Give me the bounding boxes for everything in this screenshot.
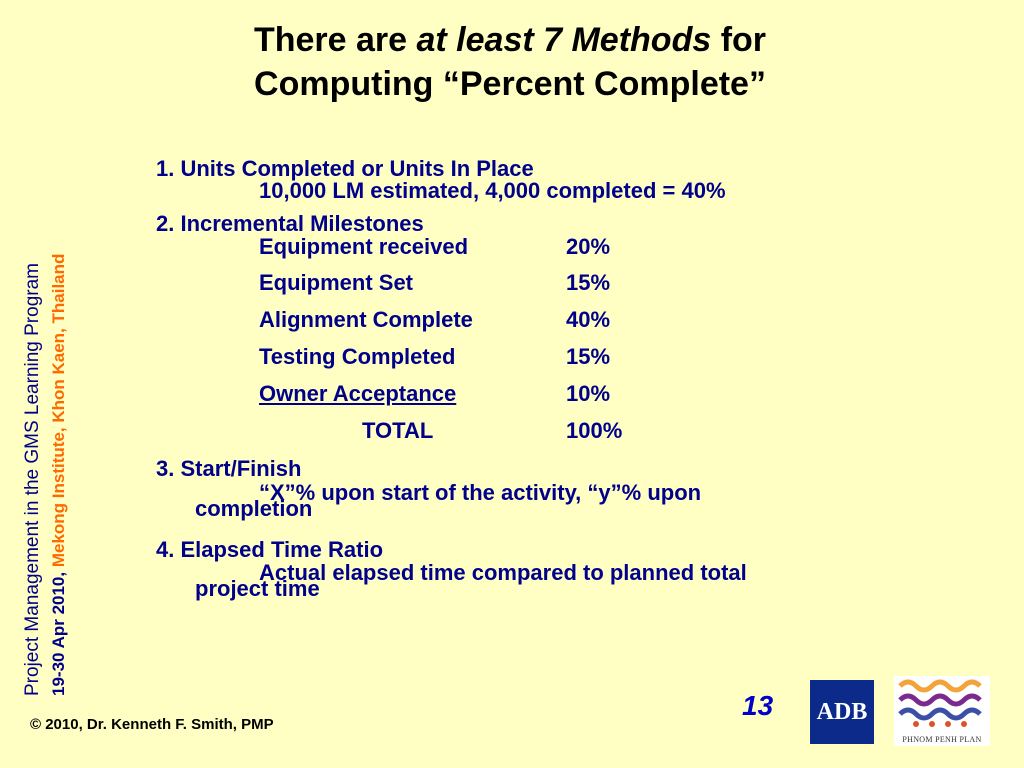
title-text: There are: [253, 21, 417, 59]
method-1-heading: 1. Units Completed or Units In Place: [156, 156, 534, 181]
title-line-1: [140, 18, 880, 62]
side-banner: [16, 100, 74, 700]
ppp-logo-text: PHNOM PENH PLAN: [902, 735, 982, 744]
page-number: 13: [742, 690, 774, 721]
copyright-footer: © 2010, Dr. Kenneth F. Smith, PMP: [30, 716, 274, 733]
slide-title: [140, 18, 880, 106]
method-4-detail: Actual elapsed time compared to planned total: [259, 560, 747, 585]
milestone-value: 40%: [566, 307, 611, 332]
banner-place: Mekong Institute, Khon Kaen, Thailand: [49, 253, 68, 568]
milestone-value: 15%: [566, 344, 611, 369]
milestone-label: Testing Completed: [259, 344, 456, 369]
method-4-heading: 4. Elapsed Time Ratio: [156, 537, 384, 562]
adb-logo: [810, 680, 874, 744]
ppp-logo-graphic: [894, 676, 990, 732]
total-value: 100%: [566, 418, 623, 443]
method-4-heading-continued: project time: [195, 576, 320, 601]
title-emphasis: at least 7 Methods: [416, 21, 712, 59]
title-line-2: Computing “Percent Complete”: [254, 65, 766, 103]
side-banner-svg: [16, 100, 74, 700]
milestone-label: Alignment Complete: [259, 307, 473, 332]
milestone-value: 15%: [566, 270, 611, 295]
milestone-label: Equipment Set: [259, 270, 414, 295]
milestone-label: Equipment received: [259, 234, 469, 259]
banner-program: Project Management in the GMS Learning Program: [22, 263, 43, 696]
banner-date: 19-30 Apr 2010,: [49, 567, 68, 696]
method-3-heading-continued: completion: [195, 496, 313, 521]
total-label: TOTAL: [362, 418, 434, 443]
phnom-penh-plan-logo: [894, 676, 990, 746]
method-2-heading: 2. Incremental Milestones: [156, 211, 424, 236]
milestone-last-row: [259, 381, 623, 407]
method-1-detail: 10,000 LM estimated, 4,000 completed = 40%: [259, 178, 726, 203]
method-3-detail: “X”% upon start of the activity, “y”% upon: [259, 480, 702, 505]
milestone-value: 10%: [566, 381, 611, 406]
banner-details: [49, 254, 68, 696]
method-3-heading: 3. Start/Finish: [156, 456, 302, 481]
title-text-end: for: [711, 21, 767, 59]
adb-logo-text: ADB: [816, 698, 868, 725]
milestone-value: 20%: [566, 234, 611, 259]
milestone-label: Owner Acceptance: [259, 381, 457, 406]
